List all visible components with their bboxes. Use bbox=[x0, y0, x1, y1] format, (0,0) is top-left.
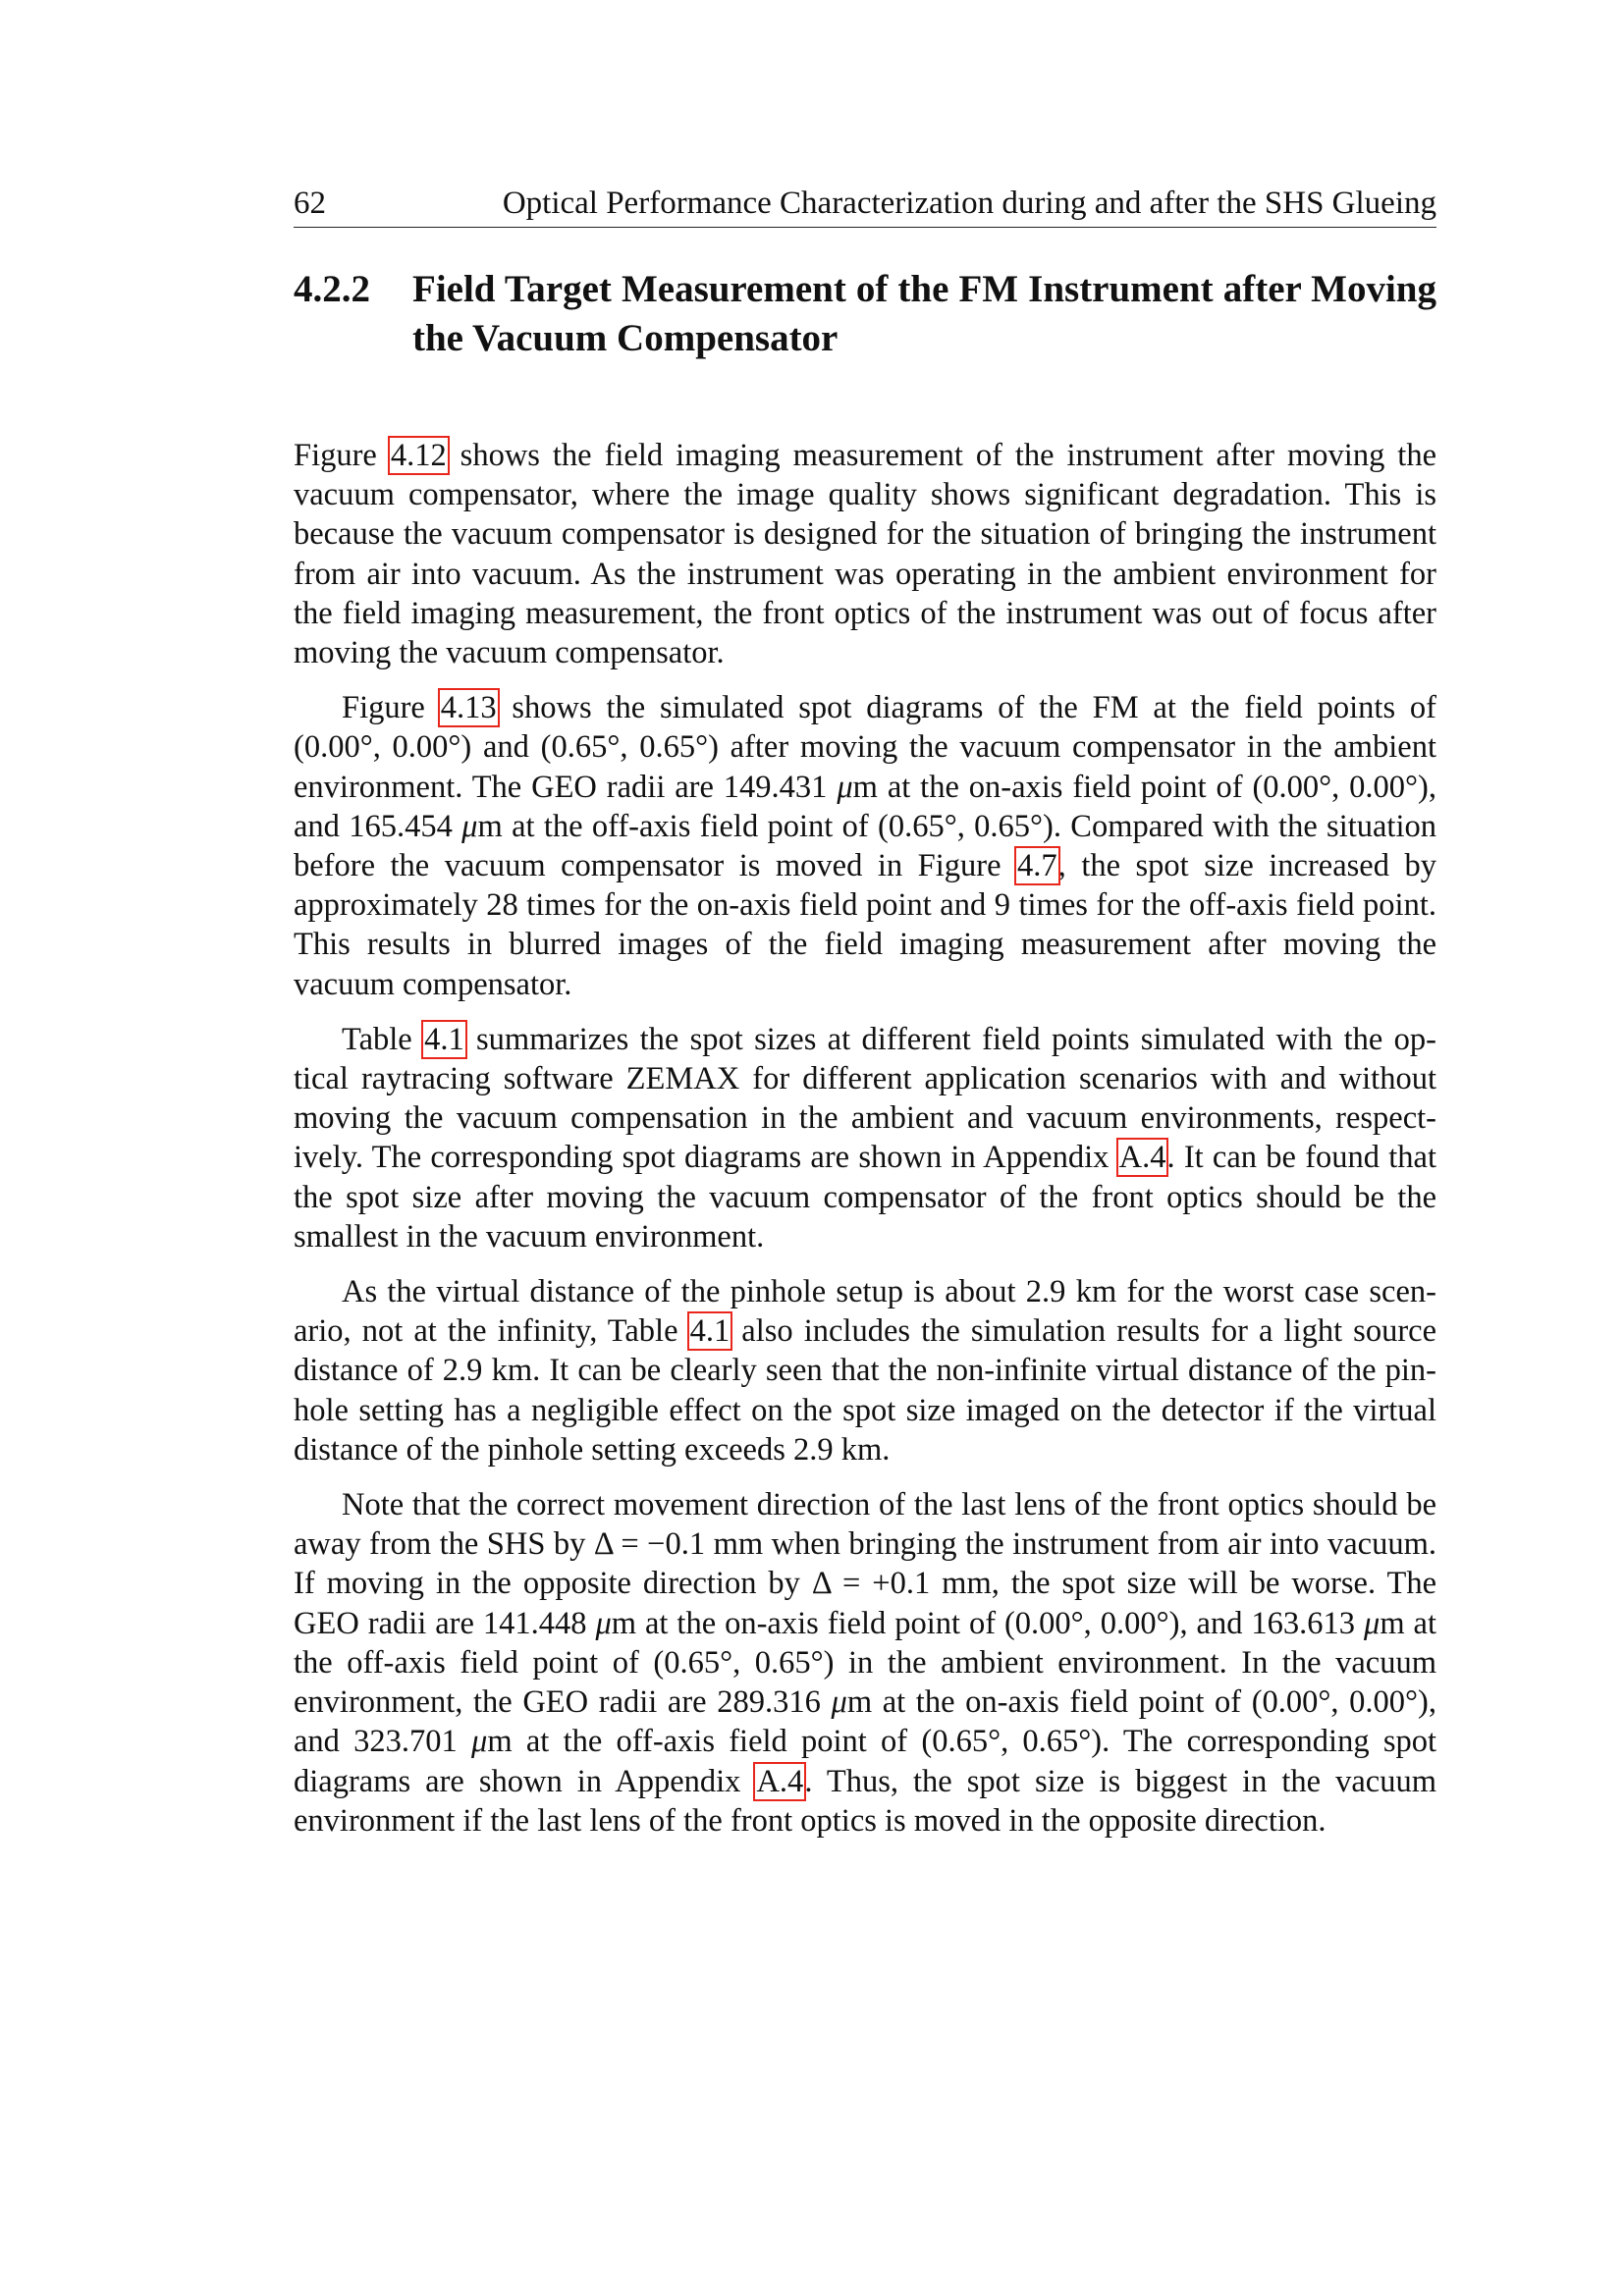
section-number: 4.2.2 bbox=[294, 268, 370, 310]
appendix-link-a-4[interactable]: A.4 bbox=[756, 1763, 804, 1799]
page bbox=[294, 184, 1436, 1856]
running-title: Optical Performance Characterization during and after the SHS Glueing bbox=[502, 186, 1436, 221]
paragraph-5: Note that the correct movement direction of the last lens of the front optics should be away from the SHS by Δ = −0.1 mm when bringing the instrument from air into vacuum. If moving in the opposite direction by Δ = +0.1 mm, the spot size will be worse. The GEO radii are 141.448 μm at the on-axis field point of (0.00°, 0.00°), and 163.613 μm at the off-axis field point of (0.65°, 0.65°) in the ambient environment. In the vacuum environment, the GEO radii are 289.316 μm at the on-axis field point of (0.00°, 0.00°), and 323.701 μm at the off-axis field point of (0.65°, 0.65°). The corresponding spot diagrams are shown in Appendix A.4. Thus, the spot size is biggest in the vacuum environment if the last lens of the front optics is moved in the opposite direction. bbox=[294, 1487, 1436, 1839]
paragraph-3: Table 4.1 summarizes the spot sizes at different field points simulated with the optical raytracing software ZEMAX for different application scenarios with and without moving the vacuum compensation in the ambient and vacuum environments, respectively. The corresponding spot diagrams are shown in Appendix A.4. It can be found that the spot size after moving the vacuum compensator of the front optics should be the smallest in the vacuum environment. bbox=[294, 1021, 1436, 1255]
paragraph-2: Figure 4.13 shows the simulated spot diagrams of the FM at the field points of (0.00°, 0.00°) and (0.65°, 0.65°) after moving the vacuum compensator in the ambient environment. The GEO radii are 149.431 μm at the on-axis field point of (0.00°, 0.00°), and 165.454 μm at the off-axis field point of (0.65°, 0.65°). Compared with the situation before the vacuum compensator is moved in Figure 4.7, the spot size increased by approximately 28 times for the on-axis field point and 9 times for the off-axis field point. This results in blurred images of the field imaging measurement after moving the vacuum compensator. bbox=[294, 690, 1436, 1002]
table-link-4-1[interactable]: 4.1 bbox=[424, 1021, 464, 1057]
figure-link-4-7[interactable]: 4.7 bbox=[1017, 848, 1057, 884]
page-number: 62 bbox=[294, 186, 326, 221]
body-text bbox=[294, 436, 1436, 1841]
section-title: Field Target Measurement of the FM Instrument after Moving the Vacuum Compensator bbox=[412, 268, 1436, 359]
appendix-link-a-4[interactable]: A.4 bbox=[1118, 1140, 1166, 1176]
section-heading bbox=[294, 265, 1436, 363]
table-link-4-1[interactable]: 4.1 bbox=[689, 1313, 731, 1350]
figure-link-4-12[interactable]: 4.12 bbox=[390, 438, 447, 473]
paragraph-1: Figure 4.12 shows the field imaging measurement of the instrument after moving the vacuum compensator, where the image quality shows significant degradation. This is because the vacuum compensator is designed for the situation of bringing the instrument from air into vacuum. As the instrument was operating in the ambient environment for the field imaging measurement, the front optics of the instrument was out of focus after moving the vacuum compensator. bbox=[294, 438, 1436, 671]
running-header bbox=[294, 184, 1436, 228]
paragraph-4: As the virtual distance of the pinhole setup is about 2.9 km for the worst case scenario, not at the infinity, Table 4.1 also includes the simulation results for a light source distance of 2.9 km. It can be clearly seen that the non-infinite virtual distance of the pinhole setting has a negligible effect on the spot size imaged on the detector if the virtual distance of the pinhole setting exceeds 2.9 km. bbox=[294, 1274, 1437, 1468]
figure-link-4-13[interactable]: 4.13 bbox=[440, 690, 497, 726]
